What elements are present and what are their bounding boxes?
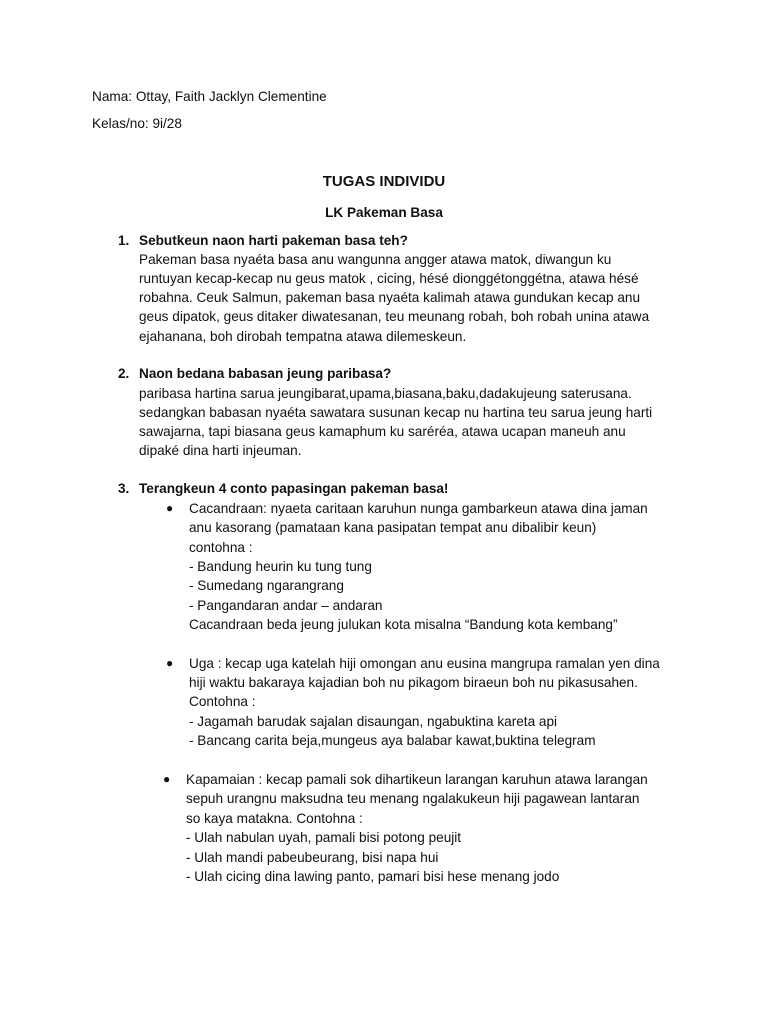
bullet-line: Cacandraan: nyaeta caritaan karuhun nunga gambarkeun atawa dina jaman [189, 501, 648, 516]
bullet-line: - Sumedang ngarangrang [189, 578, 344, 593]
answer-line: runtuyan kecap-kecap nu geus matok , cicing, hésé dionggétonggétna, atawa hésé [139, 271, 639, 286]
bullet-icon: ● [163, 772, 171, 786]
question-text: Sebutkeun naon harti pakeman basa teh? [139, 233, 408, 248]
bullet-line: Cacandraan beda jeung julukan kota misalna “Bandung kota kembang” [189, 617, 618, 632]
bullet-icon: ● [166, 656, 174, 670]
bullet-line: - Bandung heurin ku tung tung [189, 559, 372, 574]
student-name: Nama: Ottay, Faith Jacklyn Clementine [92, 89, 327, 104]
bullet-line: contohna : [189, 540, 253, 555]
answer-line: ejahanana, boh dirobah tempatna atawa dilemeskeun. [139, 329, 467, 344]
page-subtitle: LK Pakeman Basa [325, 205, 443, 220]
student-class: Kelas/no: 9i/28 [92, 116, 182, 131]
bullet-line: hiji waktu bakaraya kajadian boh nu pikagom biraeun boh nu pikasusahen. [189, 675, 638, 690]
bullet-line: so kaya matakna. Contohna : [186, 811, 363, 826]
answer-line: geus dipatok, geus ditaker diwatesanan, teu meunang robah, boh robah unina atawa [139, 309, 650, 324]
question-number: 3. [118, 481, 130, 496]
bullet-line: Uga : kecap uga katelah hiji omongan anu eusina mangrupa ramalan yen dina [189, 656, 660, 671]
answer-line: dipaké dina harti injeuman. [139, 443, 302, 458]
bullet-line: - Bancang carita beja,mungeus aya balabar kawat,buktina telegram [189, 733, 596, 748]
answer-line: robahna. Ceuk Salmun, pakeman basa nyaéta kalimah atawa gundukan kecap anu [139, 290, 641, 305]
answer-line: sawajarna, tapi biasana geus kamaphum ku saréréa, atawa ucapan maneuh anu [139, 424, 626, 439]
answer-line: Pakeman basa nyaéta basa anu wangunna angger atawa matok, diwangun ku [139, 252, 612, 267]
question-text: Naon bedana babasan jeung paribasa? [139, 366, 392, 381]
bullet-line: Contohna : [189, 694, 256, 709]
bullet-line: Kapamaian : kecap pamali sok dihartikeun larangan karuhun atawa larangan [186, 772, 648, 787]
bullet-line: - Jagamah barudak sajalan disaungan, ngabuktina kareta api [189, 714, 558, 729]
bullet-line: - Ulah nabulan uyah, pamali bisi potong peujit [186, 830, 462, 845]
bullet-line: - Ulah cicing dina lawing panto, pamari bisi hese menang jodo [186, 869, 560, 884]
bullet-line: - Pangandaran andar – andaran [189, 598, 383, 613]
bullet-icon: ● [166, 501, 174, 515]
page-title: TUGAS INDIVIDU [322, 173, 446, 190]
question-text: Terangkeun 4 conto papasingan pakeman basa! [139, 481, 449, 496]
question-number: 1. [118, 233, 130, 248]
bullet-line: sepuh urangnu maksudna teu menang ngalakukeun hiji pagawean lantaran [186, 791, 640, 806]
bullet-line: anu kasorang (pamataan kana pasipatan tempat anu dibalibir keun) [189, 520, 597, 535]
question-number: 2. [118, 366, 130, 381]
answer-line: paribasa hartina sarua jeungibarat,upama,biasana,baku,dadakujeung saterusana. [139, 386, 632, 401]
answer-line: sedangkan babasan nyaéta sawatara susunan kecap nu hartina teu sarua jeung harti [139, 405, 653, 420]
bullet-line: - Ulah mandi pabeubeurang, bisi napa hui [186, 850, 439, 865]
